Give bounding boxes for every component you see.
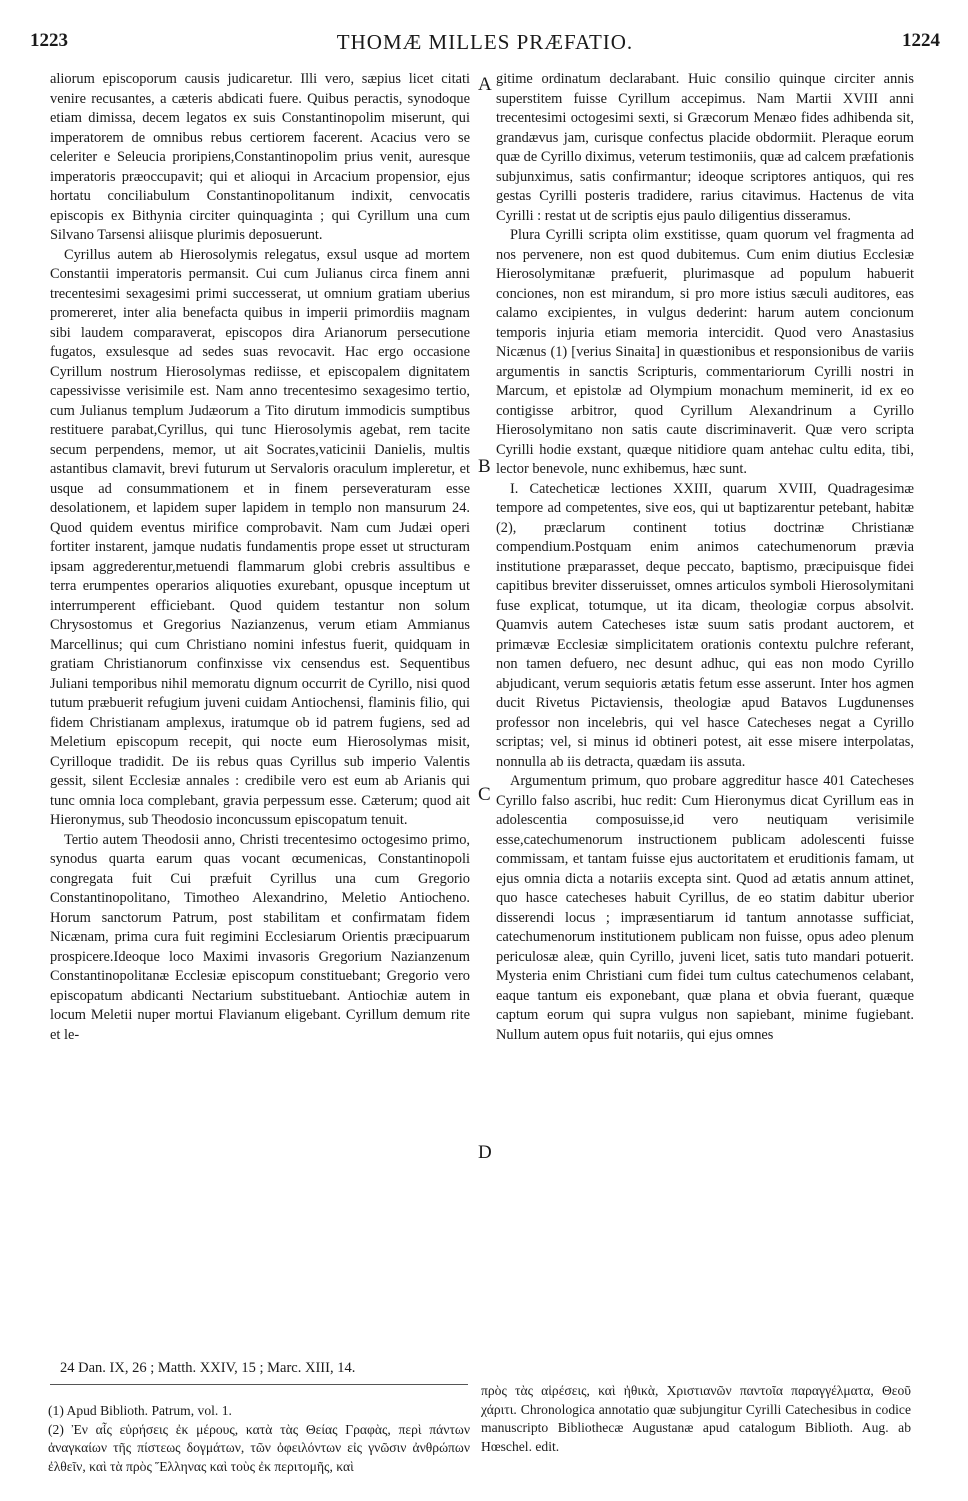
page-header [30,30,940,60]
footnote-1: (1) Apud Biblioth. Patrum, vol. 1. [48,1403,232,1418]
running-title: THOMÆ MILLES PRÆFATIO. [336,30,634,54]
footnotes-left [48,1402,470,1476]
left-column [50,70,470,1360]
footnotes-right [481,1382,911,1456]
page-number-right: 1224 [902,30,940,51]
page-number-left: 1223 [30,30,68,51]
margin-letter-c: C [478,784,491,805]
paragraph: Cyrillus autem ab Hierosolymis relegatus, exsul usque ad mortem Constantii imperatoris permansit. Cui cum Julianus circa finem anni trecentesimi sexagesimi primi successerat, ut omnium gratiam uberius promereret, inter alia benefacta quibus in imperii primordiis magnam sibi laudem comparaverat, episcopos dira Arianorum persecutione fugatos, exsulesque ad sedes suas revocavit. Hac ergo occasione Cyrillum nostrum Hierosolymas rediisse, et episcopalem dignitatem capessivisse verisimile est. Nam anno trecentesimo sexagesimo tertio, cum Julianus templum Judæorum a Tito dirutum immodicis sumptibus restituere parabat,Cyrillus, qui tunc Hierosolymis agebat, rem tacite secum perpendens, memor, ut ait Socrates,vaticinii Danielis, multis astantibus clamavit, brevi futurum ut Servaloris oraculum impleretur, et usque ad consummationem et in finem perseveraturam esse desolationem, et lapidem super lapidem in templo non mansurum 24. Quod quidem eventus mirifice comprobavit. Nam cum Judæi operi fortiter instarent, jamque nudatis fundamentis prope esset ut structuram ipsam aggrederentur,metuendi flammarum globi crebris assultibus e terra erumpentes operarios aliquoties exurebant, opusque inceptum ut interrumperent efficiebant. Quod quidem testantur non solum Chrysostomus et Gregorius Nazianzenus, verum etiam Ammianus Marcellinus; qui cum Christiano nomini infestus fuerit, quidquam in gratiam Christianorum confinxisse vix censendus est. Sequentibus Juliani temporibus nihil memoratu dignum occurrit de Cyrillo, nisi quod tutum præbuerit refugium juveni cuidam Antiochensi, flaminis filio, qui fidem Christianam amplexus, iratumque ob id patrem fugiens, sed ad Meletium episcopum recepit, qui nocte eum Hierosolymas misit, Cyrilloque tradidit. De iis rebus quas Cyrillus sub imperio Valentis gessit, silent Ecclesiæ annales : credibile vero est eum ab Arianis qui tunc omnia loca complebant, gravia perpessum esse. Cæterum; quod ait Hieronymus, sub Theodosio inconcussum episcopatum tenuit. [50,246,470,828]
paragraph: Tertio autem Theodosii anno, Christi trecentesimo octogesimo primo, synodus quarta earum quas vocant œcumenicas, Constantinopoli congregata fuit Cui præfuit Cyrillus una cum Gregorio Constantinopolitano, Timotheo Alexandrino, Meletio Antiocheno. Horum sanctorum Patrum, post stabilitam et confirmatam fidem Nicænam, prima cura fuit regimini Ecclesiarum Orientis præcipuarum prospicere.Ideoque loco Maximi invasoris Gregorium Nazianzenum Constantinopolitanæ Ecclesiæ episcopum constituebant; Gregorio vero episcopatum abdicanti Nectarium substituebant. Antiochiæ autem in locum Meletii nuper mortui Flavianum eligebant. Cyrillum demum rite et le- [50,831,470,1043]
paragraph: gitime ordinatum declarabant. Huic consilio quinque circiter annis superstitem fuisse Cyrillum accepimus. Nam Martii XVIII anni trecentesimi octogesimi sexti, si Græcorum Menæo fides adhibenda sit, grandævus jam, curisque confectus placide obdormiit. Pleraque eorum quæ de Cyrillo diximus, veterum testimoniis, quæ ad calcem præfationis subjunximus, satis confirmantur; ideoque scriptores antiquos, qui res gestas Cyrilli posteris tradidere, rarius citavimus. Hactenus de vita Cyrilli : restat ut de scriptis ejus paulo diligentius disseramus. [496,71,914,224]
paragraph: I. Catecheticæ lectiones XXIII, quarum XVIII, Quadragesimæ tempore ad competentes, sive eos, qui ut baptizarentur petebant, habitæ (2), præclarum continent totius doctrinæ Christianæ compendium.Postquam enim animos catechumenorum prævia institutione præparasset, deque peccato, baptismo, præcipuisque fidei capitibus breviter disseruisset, omnes articulos symboli Hierosolymitani fuse explicat, totumque, ut ita dicam, theologiæ corpus absolvit. Quamvis autem Catecheses istæ suum satis prodant auctorem, et primævæ Ecclesiæ simplicitatem orationis contextu pulchre referant, non tamen defuero, nec desunt adhuc, qui eas non modo Cyrillo abjudicant, verum sequioris ætatis fetum esse asserunt. Inter hos agmen ducit Rivetus Pictaviensis, theologiæ apud Batavos Lugdunenses professor non incelebris, qui vel hasce Catecheses negat a Cyrillo scriptas; vel, si minus id obtineri potest, ait esse misere interpolatas, nonnulla ab iis detracta, quædam iis assuta. [496,480,914,770]
paragraph: Argumentum primum, quo probare aggreditur hasce 401 Catecheses Cyrillo falso ascribi, huc redit: Cum Hieronymus dicat Cyrillum eas in adolescentia composuisse,id vero neutiquam verisimile esse,catechumenorum instructionem publicam adolescenti fuisse commissam, et tantam fuisse ejus auctoritatem et eruditionis famam, ut ejus omnia dicta a notariis excepta sint. Quod ad ætatis annum attinet, quo hasce catecheses habuit Cyrillus, de eo statim dabitur uberior disserendi locus ; impræsentiarum id tantum annotasse sufficiat, catechumenorum institutionem publicam non fuisse, opus adeo plenum periculosæ aleæ, quin Cyrillo, juveni licet, satis tuto mandari potuerit. Mysteria enim Christiani cum fidei tum cultus catechumenos celabant, eaque tantum eis exponebant, quæ plana et obvia fuerant, quæque captum eorum qui supra vulgus non sapiebant, minime fugiebant. Nullum autem opus fuit notariis, qui ejus omnes [496,773,914,1043]
footnote-divider [50,1384,468,1385]
paragraph: Plura Cyrilli scripta olim exstitisse, quam quorum vel fragmenta ad nos pervenere, non est quod dubitemus. Cum enim diutius Ecclesiæ Hierosolymitanæ præfuerit, plurimasque ad populum habuerit conciones, non est mirandum, si pro more istius sæculi auditores, eas calamo excipientes, in vulgus dederint: harum autem concionum temporis injuria etiam memoria intercidit. Quod vero Anastasius Nicænus (1) [verius Sinaita] in quæstionibus et responsionibus de variis argumentis in sanctis Scripturis, commentariorum Cyrilli nostri in Marcum, et epistolæ ad Olympium monachum meminerit, id ex eo contigisse arbitror, quod Cyrillum Alexandrinum a Cyrillo Hierosolymitano non satis caute discriminaverit. Quæ vero scripta Cyrilli hodie exstant, quæque nitidiore quam antehac cultu edita, tibi, lector benevole, nunc exhibemus, hæc sunt. [496,227,914,477]
margin-letter-a: A [478,74,492,95]
footnote-24: 24 Dan. IX, 26 ; Matth. XXIV, 15 ; Marc. XIII, 14. [60,1360,356,1376]
paragraph: aliorum episcoporum causis judicaretur. Illi vero, sæpius licet citati venire recusantes, a cæteris abdicati fuere. Quibus peractis, synodoque etiam dimissa, decem legatos ex suis Constantinopolim miserunt, qui imperatorem de omnibus rebus certiorem facerent. Acacius vero se celeriter e Seleucia proripiens,Constantinopolim prius venit, auresque imperatoris præoccupavit; qui et alioqui in Arcacium propensior, ejus hortatu conciliabulum Constantinopolitanum indixit, cenvocatis episcopis ex Bithynia circiter quinquaginta ; qui Cyrillum una cum Silvano Tarsensi aliisque plurimis deposuerunt. [50,71,470,243]
margin-letter-d: D [478,1142,492,1163]
footnote-2: (2) Ἐν αἷς εὑρήσεις ἐκ μέρους, κατὰ τὰς Θείας Γραφὰς, περὶ πάντων ἀναγκαίων τῆς πίστεως δογμάτων, τῶν ὀφειλόντων εἰς γνῶσιν ἀνθρώπων ἐλθεῖν, καὶ τὰ πρὸς Ἕλληνας καὶ τοὺς ἐκ περιτομῆς, καὶ [48,1421,470,1474]
footnote-2-continued: πρὸς τὰς αἱρέσεις, καὶ ἠθικὰ, Χριστιανῶν παντοῖα παραγγέλματα, Θεοῦ χάριτι. Chronologica annotatio quæ subjungitur Cyrilli Catechesibus in codice manuscripto Bibliothecæ Augustanæ apud catalogum Biblioth. Aug. ab Hœschel. edit. [481,1383,911,1454]
right-column [496,70,914,1360]
margin-letter-b: B [478,456,491,477]
